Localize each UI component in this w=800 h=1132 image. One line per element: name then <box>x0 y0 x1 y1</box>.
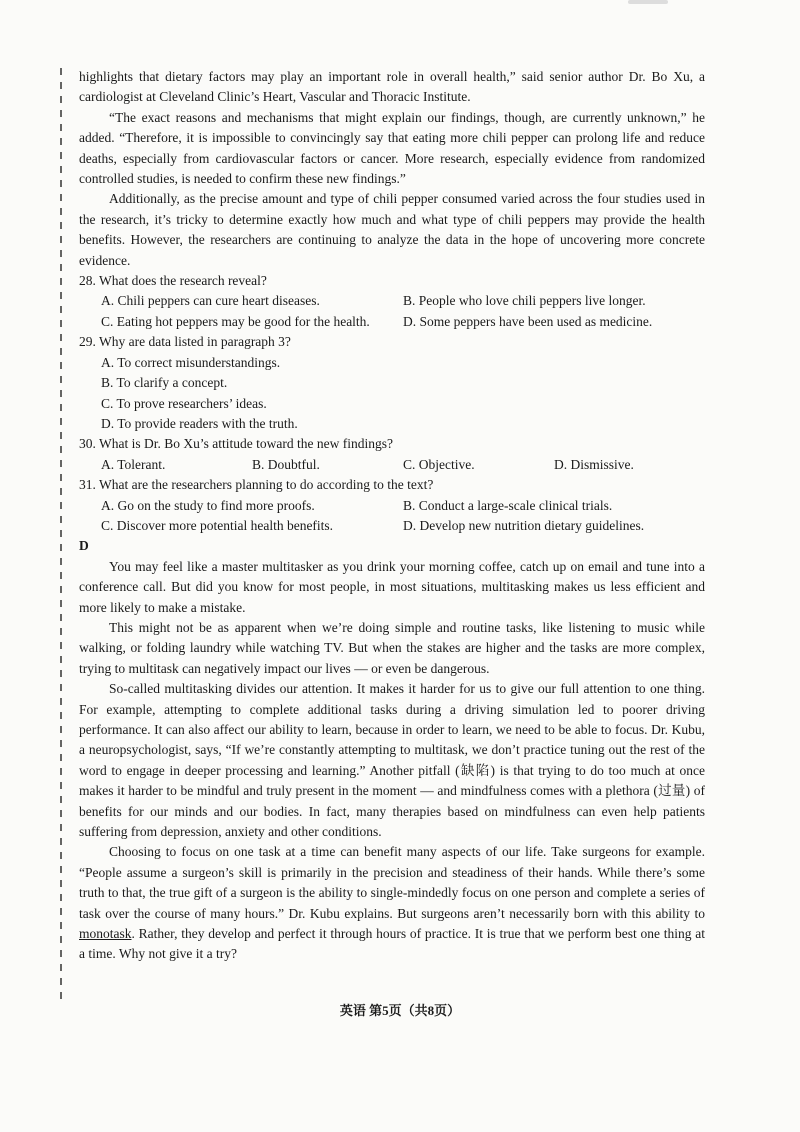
option-b: B. Conduct a large-scale clinical trials. <box>403 497 613 513</box>
options-row <box>79 496 705 516</box>
option-b: B. People who love chili peppers live longer. <box>403 293 646 309</box>
page-content <box>79 67 705 965</box>
question-28 <box>79 271 705 332</box>
options-row <box>79 291 705 311</box>
options-row <box>79 516 705 536</box>
option-c: C. Discover more potential health benefits. <box>101 517 334 533</box>
paragraph-text: . Rather, they develop and perfect it through hours of practice. It is true that we perform best one thing at a time. Why not give it a try? <box>79 926 705 962</box>
passage-d-paragraph-2: This might not be as apparent when we’re doing simple and routine tasks, like listening to music while walking, or folding laundry while watching TV. But when the stakes are higher and the tasks are more complex, trying to multitask can negatively impact our lives — or even be dangerous. <box>79 619 705 676</box>
question-stem: 29. Why are data listed in paragraph 3? <box>79 334 291 350</box>
passage-d-paragraph-3: So-called multitasking divides our attention. It makes it harder for us to give our full attention to one thing. For example, attempting to complete additional tasks during a driving simulation led to poorer driving performance. It can also affect our ability to learn, because in order to learn, we need to be able to focus. Dr. Kubu, a neuropsychologist, says, “If we’re constantly attempting to multitask, we don’t practice tuning out the rest of the word to engage in deeper processing and learning.” Another pitfall (缺陷) is that trying to do too much at once makes it harder to be mindful and truly present in the moment — and mindfulness comes with a plethora (过量) of benefits for our minds and our bodies. In fact, many therapies based on mindfulness can even help patients suffering from depression, anxiety and other conditions. <box>79 681 705 840</box>
option-b: B. To clarify a concept. <box>101 375 228 391</box>
option-b: B. Doubtful. <box>252 456 320 472</box>
option-d: D. Dismissive. <box>554 456 634 472</box>
page-footer: 英语 第5页（共8页） <box>339 1003 461 1018</box>
question-stem: 30. What is Dr. Bo Xu’s attitude toward the new findings? <box>79 436 393 452</box>
question-stem: 31. What are the researchers planning to do according to the text? <box>79 477 434 493</box>
options-row <box>79 312 705 332</box>
option-d: D. Develop new nutrition dietary guidelines. <box>403 517 645 533</box>
option-c: C. Objective. <box>403 456 475 472</box>
question-29 <box>79 332 705 434</box>
option-a: A. Chili peppers can cure heart diseases. <box>101 293 320 309</box>
binding-line <box>60 68 62 1003</box>
option-d: D. To provide readers with the truth. <box>101 415 298 431</box>
underlined-word: monotask <box>79 926 132 942</box>
question-30 <box>79 434 705 475</box>
option-c: C. To prove researchers’ ideas. <box>101 395 267 411</box>
passage-d-paragraph-4 <box>79 842 705 964</box>
question-stem: 28. What does the research reveal? <box>79 273 267 289</box>
option-d: D. Some peppers have been used as medicine. <box>403 313 653 329</box>
paragraph-text: Choosing to focus on one task at a time can benefit many aspects of our life. Take surgeons for example. “People assume a surgeon’s skill is primarily in the precision and steadiness of their hands. While there’s some truth to that, the true gift of a surgeon is the ability to single-mindedly focus on one person and complete a series of task over the course of many hours.” Dr. Kubu explains. But surgeons aren’t necessarily born with this ability to <box>79 844 705 921</box>
option-a: A. To correct misunderstandings. <box>101 354 281 370</box>
option-a: A. Go on the study to find more proofs. <box>101 497 315 513</box>
options-row <box>79 455 705 475</box>
passage-c-paragraph-2: “The exact reasons and mechanisms that might explain our findings, though, are currently unknown,” he added. “Therefore, it is impossible to convincingly say that eating more chili pepper can prolong life and reduce deaths, especially from cardiovascular factors or cancer. More research, especially evidence from randomized controlled studies, is needed to confirm these new findings.” <box>79 109 705 187</box>
passage-c-paragraph-3: Additionally, as the precise amount and type of chili pepper consumed varied across the four studies used in the research, it’s tricky to determine exactly how much and what type of chili peppers may provide the health benefits. However, the researchers are continuing to analyze the data in the hope of uncovering more concrete evidence. <box>79 191 705 268</box>
section-heading-d: D <box>79 538 89 554</box>
option-a: A. Tolerant. <box>101 456 166 472</box>
question-31 <box>79 475 705 536</box>
option-c: C. Eating hot peppers may be good for the health. <box>101 313 370 329</box>
scan-mark <box>628 0 668 4</box>
passage-d-paragraph-1: You may feel like a master multitasker as you drink your morning coffee, catch up on email and tune into a conference call. But did you know for most people, in most situations, multitasking makes us less efficient and more likely to make a mistake. <box>79 558 705 615</box>
passage-c-paragraph-1-continued: highlights that dietary factors may play an important role in overall health,” said senior author Dr. Bo Xu, a cardiologist at Cleveland Clinic’s Heart, Vascular and Thoracic Institute. <box>79 69 705 105</box>
